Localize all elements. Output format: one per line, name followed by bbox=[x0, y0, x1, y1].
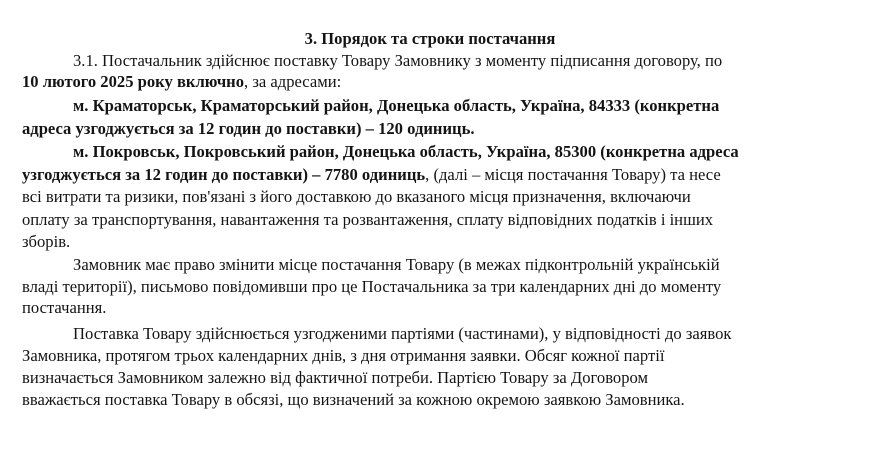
p3-line-3: визначається Замовником залежно від фактичної потреби. Партією Товару за Договором bbox=[22, 368, 648, 387]
address-pokrovsk-line-2 bbox=[22, 165, 721, 185]
address-kramatorsk-line-1: м. Краматорськ, Краматорський район, Донецька область, Україна, 84333 (конкретна bbox=[73, 96, 720, 115]
delivery-deadline: 10 лютого 2025 року включно bbox=[22, 72, 245, 91]
section-heading: 3. Порядок та строки постачання bbox=[304, 29, 556, 48]
p2-line-3: постачання. bbox=[22, 298, 107, 317]
p3-line-1: Поставка Товару здійснюється узгодженими партіями (частинами), у відповідності до заявок bbox=[73, 324, 732, 343]
p1-line-1: 3.1. Постачальник здійснює поставку Товару Замовнику з моменту підписання договору, по bbox=[73, 51, 723, 70]
p1-line-2 bbox=[22, 72, 341, 92]
p2-line-1: Замовник має право змінити місце постачання Товару (в межах підконтрольній українській bbox=[73, 255, 720, 274]
p2-line-2: владі території), письмово повідомивши про це Постачальника за три календарних дні до моменту bbox=[22, 277, 722, 296]
p1-line-7: всі витрати та ризики, пов'язані з його доставкою до вказаного місця призначення, включаючи bbox=[22, 187, 691, 206]
address-pokrovsk-line-1: м. Покровськ, Покровський район, Донецька область, Україна, 85300 (конкретна адреса bbox=[73, 142, 739, 161]
p1-line-2-rest: , за адресами: bbox=[244, 72, 342, 91]
pokrovsk-quantity: узгоджується за 12 годин до поставки) – 7780 одиниць bbox=[22, 165, 426, 184]
address-kramatorsk-line-2: адреса узгоджується за 12 годин до поставки) – 120 одиниць. bbox=[22, 119, 475, 138]
p3-line-4: вважається поставка Товару в обсязі, що визначений за кожною окремою заявкою Замовника. bbox=[22, 390, 685, 409]
p1-line-8: оплату за транспортування, навантаження та розвантаження, сплату відповідних податків і інших bbox=[22, 210, 714, 229]
p1-line-6-rest: , (далі – місця постачання Товару) та несе bbox=[425, 165, 721, 184]
p3-line-2: Замовника, протягом трьох календарних днів, з дня отримання заявки. Обсяг кожної партії bbox=[22, 346, 665, 365]
p1-line-9: зборів. bbox=[22, 232, 71, 251]
